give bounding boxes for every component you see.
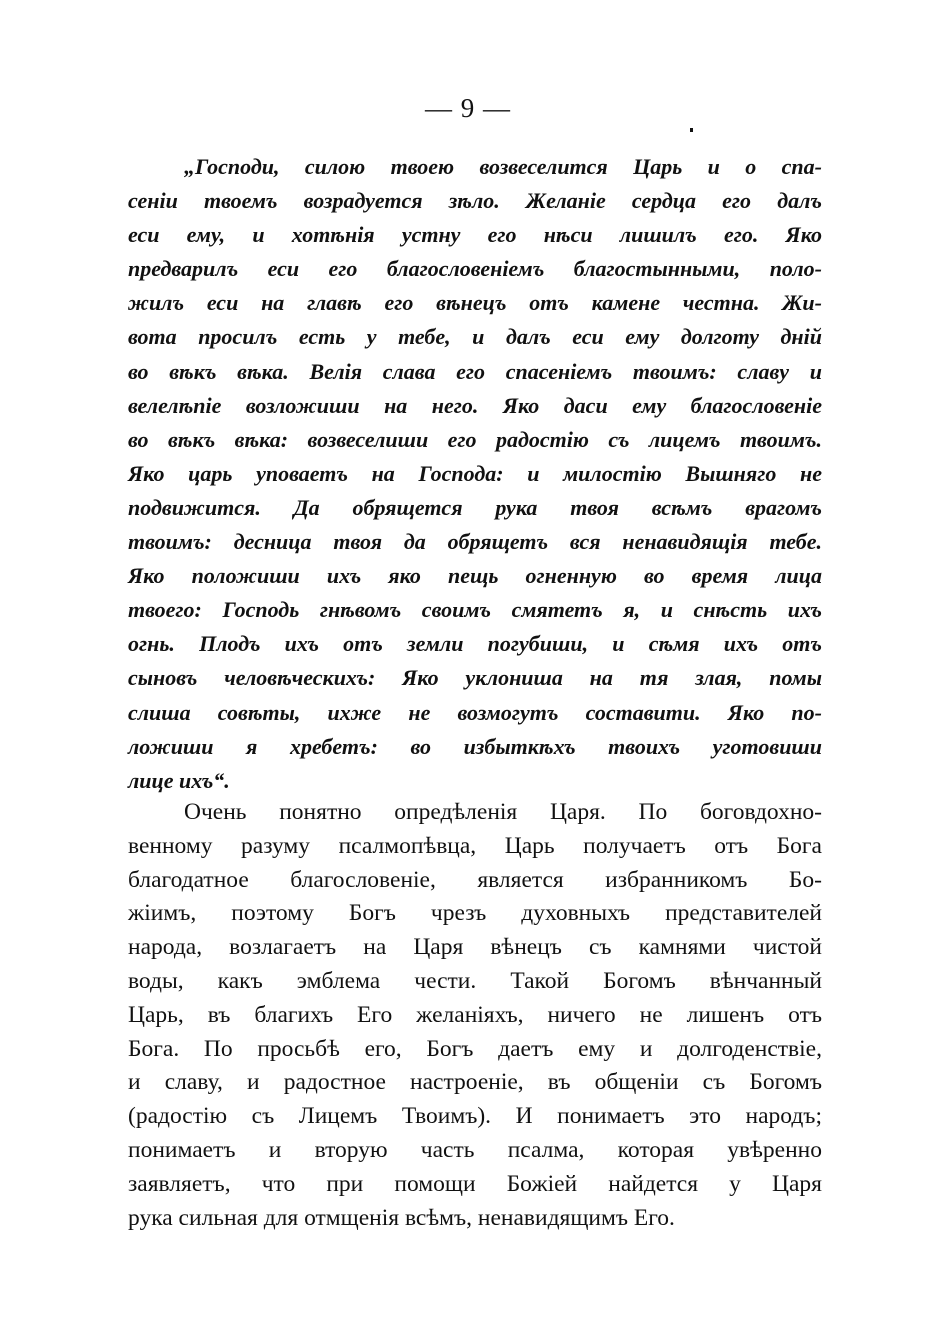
quote-line: слиша совѣты, ихже не возмогутъ составити. Яко по- [128,699,822,725]
quote-line: предварилъ еси его благословеніемъ благостынными, поло- [128,256,822,282]
quote-line: сеніи твоемъ возрадуется зѣло. Желаніе сердца его далъ [128,188,822,214]
body-line: благодатное благословеніе, является избранникомъ Бо- [128,866,822,893]
body-line: народа, возлагаетъ на Царя вѣнецъ съ камнями чистой [128,934,822,961]
quote-line: во вѣкъ вѣка. Велія слава его спасеніемъ твоимъ: славу и [128,358,822,384]
quote-line: вота просилъ есть у тебе, и далъ еси ему долготу дній [128,324,822,350]
quote-line: твоимъ: десница твоя да обрящетъ вся ненавидящія тебе. [128,529,822,555]
psalm-quotation [128,150,822,798]
quote-line: Яко положиши ихъ яко пещь огненную во время лица [128,563,822,589]
page-number: — 9 — [425,93,511,123]
print-speck [690,128,693,132]
body-line: жіимъ, поэтому Богъ чрезъ духовныхъ представителей [128,900,822,927]
quote-line: еси ему, и хотѣнія устну его нѣси лишилъ его. Яко [128,222,822,248]
quote-line: „Господи, силою твоею возвеселится Царь и о спа- [184,154,822,179]
quote-line: ложиши я хребетъ: во избыткѣхъ твоихъ уготовиши [128,733,822,759]
body-line: венному разуму псалмопѣвца, Царь получаетъ отъ Бога [128,832,822,859]
quote-line: подвижится. Да обрящется рука твоя всѣмъ врагомъ [128,494,822,520]
commentary-paragraph [128,796,822,1235]
quote-line: жилъ еси на главѣ его вѣнецъ отъ камене честна. Жи- [128,290,822,316]
quote-line: Яко царь уповаетъ на Господа: и милостію Вышняго не [128,460,822,486]
body-line: воды, какъ эмблема чести. Такой Богомъ вѣнчанный [128,967,822,994]
quote-line: лице ихъ“. [128,767,230,793]
quote-line: сыновъ человѣческихъ: Яко уклониша на тя злая, помы [128,665,822,691]
quote-line: огнь. Плодъ ихъ отъ земли погубиши, и сѣмя ихъ отъ [128,631,822,657]
body-line: Бога. По просьбѣ его, Богъ даетъ ему и долгоденствіе, [128,1035,822,1062]
quote-line: велелѣпіе возложиши на него. Яко даси ему благословеніе [128,392,822,418]
quote-line: твоего: Господь гнѣвомъ своимъ смятетъ я, и снѣсть ихъ [128,597,822,623]
body-line: понимаетъ и вторую часть псалма, которая увѣренно [128,1136,822,1163]
body-line: (радостію съ Лицемъ Твоимъ). И понимаетъ это народъ; [128,1103,822,1130]
body-line: рука сильная для отмщенія всѣмъ, ненавидящимъ Его. [128,1204,675,1231]
body-line: заявляетъ, что при помощи Божіей найдется у Царя [128,1170,822,1197]
body-line: Царь, въ благихъ Его желаніяхъ, ничего не лишенъ отъ [128,1001,822,1028]
body-line: и славу, и радостное настроеніе, въ общеніи съ Богомъ [128,1069,822,1096]
quote-line: во вѣкъ вѣка: возвеселиши его радостію съ лицемъ твоимъ. [128,426,822,452]
body-line: Очень понятно опредѣленія Царя. По боговдохно- [184,799,822,825]
